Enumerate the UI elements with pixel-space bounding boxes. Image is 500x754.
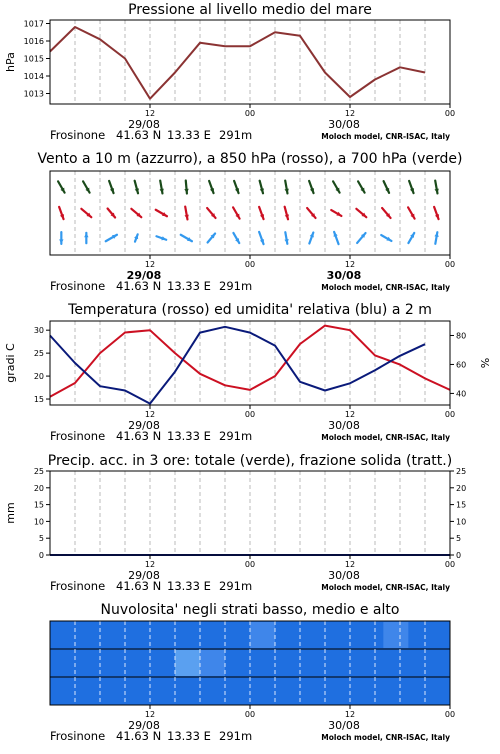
precip-model-credit: Moloch model, CNR-ISAC, Italy <box>321 583 450 592</box>
pressure-x-tick-label: 12 <box>144 109 156 118</box>
temperature-model-credit: Moloch model, CNR-ISAC, Italy <box>321 433 450 442</box>
temperature-panel <box>4 302 492 443</box>
wind-x-tick-label: 12 <box>344 260 356 269</box>
pressure-panel <box>4 2 455 142</box>
wind-x-tick-label: 00 <box>444 260 456 269</box>
clouds-x-tick-label: 12 <box>344 710 356 719</box>
clouds-x-tick-label: 00 <box>444 710 456 719</box>
wind-arrow-head <box>60 214 64 219</box>
wind-arrow-head <box>110 188 114 193</box>
precip-y-right-tick-label: 20 <box>456 483 467 493</box>
pressure-line <box>50 27 425 99</box>
wind-arrow-head <box>210 188 214 193</box>
wind-location-place: Frosinone <box>50 279 106 293</box>
precip-y-tick-label: 20 <box>33 483 44 493</box>
pressure-date-label: 29/08 <box>128 118 160 131</box>
pressure-location-elevation: 291m <box>219 128 253 142</box>
wind-arrow-head <box>134 234 138 239</box>
pressure-y-tick-label: 1014 <box>23 72 44 81</box>
wind-location-elevation: 291m <box>219 279 253 293</box>
temperature-y-tick-label: 20 <box>33 372 44 382</box>
precip-x-tick-label: 00 <box>244 560 256 569</box>
precip-x-tick-label: 12 <box>344 560 356 569</box>
clouds-date-label: 29/08 <box>128 719 160 732</box>
temperature-title: Temperatura (rosso) ed umidita' relativa (blu) a 2 m <box>68 302 432 318</box>
wind-arrow-head <box>410 188 414 193</box>
humidity-line <box>50 327 425 404</box>
wind-arrow-head <box>235 188 239 193</box>
temperature-y-right-tick-label: 80 <box>456 331 467 341</box>
wind-panel <box>37 151 462 293</box>
pressure-y-tick-label: 1016 <box>23 37 44 46</box>
pressure-location-place: Frosinone <box>50 128 106 142</box>
wind-arrow-head <box>310 233 314 238</box>
precip-location-place: Frosinone <box>50 579 106 593</box>
pressure-x-tick-label: 00 <box>244 109 256 118</box>
cloud-cell-medio <box>175 650 200 676</box>
temperature-location-elevation: 291m <box>219 429 253 443</box>
cloud-cell-medio <box>200 650 225 676</box>
precip-y-tick-label: 10 <box>33 517 44 527</box>
temperature-y-right-tick-label: 40 <box>456 389 467 399</box>
cloud-cell-alto <box>383 622 408 648</box>
precip-x-tick-label: 12 <box>144 560 156 569</box>
precip-y-tick-label: 15 <box>33 500 44 510</box>
clouds-x-tick-label: 00 <box>244 710 256 719</box>
temperature-location-place: Frosinone <box>50 429 106 443</box>
temperature-date-label: 29/08 <box>128 419 160 432</box>
precip-x-tick-label: 00 <box>444 560 456 569</box>
wind-date-label: 29/08 <box>126 269 162 282</box>
temperature-y-label: gradi C <box>4 343 17 383</box>
cloud-cell-alto <box>250 622 275 648</box>
temperature-y-tick-label: 15 <box>33 395 44 405</box>
wind-arrow-head <box>435 214 439 219</box>
precip-y-tick-label: 5 <box>38 534 44 544</box>
temperature-y-right-label: % <box>479 357 492 369</box>
temperature-y-tick-label: 30 <box>33 326 44 336</box>
precip-date-label: 29/08 <box>128 569 160 582</box>
wind-location-lon: 13.33 E <box>167 279 211 293</box>
wind-arrow-head <box>310 188 314 193</box>
temperature-x-tick-label: 00 <box>444 410 456 419</box>
clouds-panel <box>50 602 455 743</box>
wind-title: Vento a 10 m (azzurro), a 850 hPa (rosso), a 700 hPa (verde) <box>37 151 463 167</box>
temperature-y-tick-label: 25 <box>33 349 44 359</box>
wind-arrow-head <box>184 189 188 194</box>
wind-arrow-head <box>161 236 166 240</box>
precip-panel <box>4 453 466 593</box>
clouds-date-label: 30/08 <box>328 719 360 732</box>
wind-location-lat: 41.63 N <box>116 279 162 293</box>
precip-title: Precip. acc. in 3 ore: totale (verde), frazione solida (tratt.) <box>47 453 453 469</box>
clouds-location-lon: 13.33 E <box>167 729 211 743</box>
precip-location-lon: 13.33 E <box>167 579 211 593</box>
temperature-x-tick-label: 12 <box>344 410 356 419</box>
wind-arrow-head <box>84 233 88 238</box>
pressure-x-tick-label: 12 <box>344 109 356 118</box>
temperature-x-tick-label: 00 <box>244 410 256 419</box>
pressure-title: Pressione al livello medio del mare <box>128 2 372 18</box>
wind-x-tick-label: 12 <box>144 260 156 269</box>
precip-y-right-tick-label: 0 <box>456 551 462 560</box>
pressure-x-tick-label: 00 <box>444 109 456 118</box>
clouds-x-tick-label: 12 <box>144 710 156 719</box>
pressure-y-tick-label: 1013 <box>23 89 44 99</box>
precip-y-right-tick-label: 15 <box>456 500 467 510</box>
wind-arrow-head <box>260 214 264 219</box>
pressure-location-lon: 13.33 E <box>167 128 211 142</box>
pressure-y-tick-label: 1015 <box>23 54 44 64</box>
wind-x-tick-label: 00 <box>244 260 256 269</box>
precip-y-label: mm <box>4 502 17 524</box>
temperature-date-label: 30/08 <box>328 419 360 432</box>
precip-y-tick-label: 0 <box>38 551 44 560</box>
wind-arrow-head <box>334 232 338 237</box>
precip-y-right-tick-label: 10 <box>456 517 467 527</box>
precip-y-right-tick-label: 5 <box>456 534 462 544</box>
temperature-location-lon: 13.33 E <box>167 429 211 443</box>
pressure-y-tick-label: 1017 <box>23 19 44 29</box>
precip-y-tick-label: 25 <box>33 467 44 476</box>
pressure-location-lat: 41.63 N <box>116 128 162 142</box>
wind-date-label: 30/08 <box>326 269 362 282</box>
pressure-date-label: 30/08 <box>328 118 360 131</box>
precip-date-label: 30/08 <box>328 569 360 582</box>
temperature-location-lat: 41.63 N <box>116 429 162 443</box>
clouds-location-place: Frosinone <box>50 729 106 743</box>
pressure-y-label: hPa <box>4 52 17 72</box>
wind-arrow-head <box>260 239 264 244</box>
wind-arrow-head <box>59 239 63 244</box>
precip-y-right-tick-label: 25 <box>456 467 467 476</box>
temperature-y-right-tick-label: 60 <box>456 360 467 370</box>
wind-model-credit: Moloch model, CNR-ISAC, Italy <box>321 283 450 292</box>
pressure-model-credit: Moloch model, CNR-ISAC, Italy <box>321 132 450 141</box>
clouds-location-elevation: 291m <box>219 729 253 743</box>
clouds-location-lat: 41.63 N <box>116 729 162 743</box>
clouds-title: Nuvolosita' negli strati basso, medio e alto <box>100 602 400 618</box>
clouds-model-credit: Moloch model, CNR-ISAC, Italy <box>321 733 450 742</box>
temperature-x-tick-label: 12 <box>144 410 156 419</box>
precip-location-elevation: 291m <box>219 579 253 593</box>
precip-location-lat: 41.63 N <box>116 579 162 593</box>
